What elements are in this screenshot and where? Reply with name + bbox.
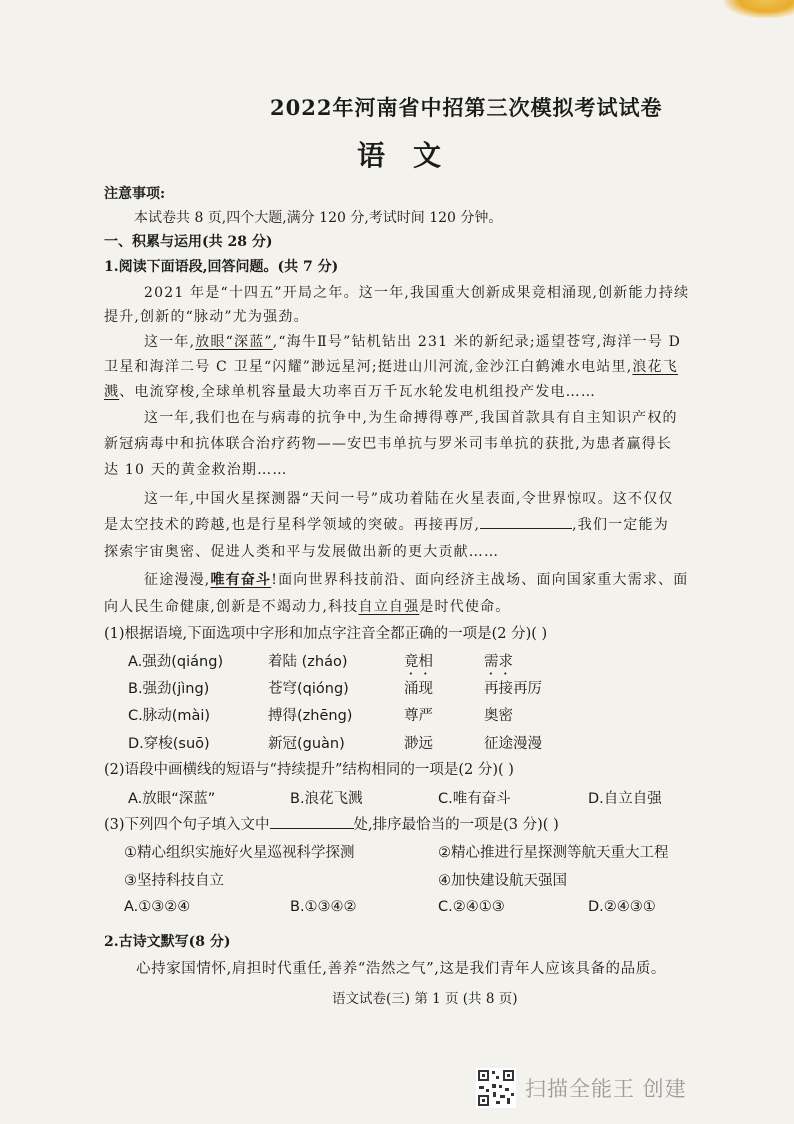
option-c: C.②④①③: [438, 899, 505, 915]
option-d: D.穿梭(suō): [128, 736, 210, 752]
underlined-phrase: 唯有奋斗: [210, 572, 272, 588]
option-a-word: 需求: [484, 654, 513, 670]
underlined-phrase: 放眼“深蓝”: [195, 334, 273, 350]
qr-code-icon: [476, 1068, 516, 1108]
underlined-phrase: 溅: [104, 384, 120, 400]
passage-line: 这一年,我们也在与病毒的抗争中,为生命搏得尊严,我国首款具有自主知识产权的: [144, 410, 678, 426]
passage-line: 这一年,中国火星探测器“天问一号”成功着陆在火星表面,令世界惊叹。这不仅仅: [144, 491, 674, 507]
sentence-item-3: ③坚持科技自立: [124, 873, 224, 889]
passage-line: 达 10 天的黄金救治期……: [104, 462, 288, 478]
fill-blank: [480, 528, 572, 529]
scanner-watermark: 扫描全能王 创建: [525, 1077, 687, 1101]
option-c: C.脉动(mài): [128, 708, 211, 724]
option-d: D.②④③①: [588, 899, 656, 915]
option-c: C.唯有奋斗: [438, 791, 511, 807]
section1-heading: 一、积累与运用(共 28 分): [104, 234, 273, 250]
option-a-word: 着陆 (zháo): [268, 654, 348, 670]
q2-heading: 2.古诗文默写(8 分): [104, 934, 231, 950]
passage-line: 向人民生命健康,创新是不竭动力,科技自立自强是时代使命。: [104, 599, 511, 615]
option-d-word: 渺远: [404, 736, 433, 752]
option-b-word: 苍穹(qióng): [268, 681, 349, 697]
option-b-word: 涌现: [404, 681, 433, 697]
option-b: B.浪花飞溅: [290, 791, 363, 807]
option-d-word: 新冠(guàn): [268, 736, 345, 752]
notice-text: 本试卷共 8 页,四个大题,满分 120 分,考试时间 120 分钟。: [134, 210, 503, 226]
passage-line: 2021 年是“十四五”开局之年。这一年,我国重大创新成果竞相涌现,创新能力持续: [144, 285, 690, 301]
underlined-phrase: 自立自强: [358, 599, 420, 615]
passage-line: 卫星和海洋二号 C 卫星“闪耀”渺远星河;挺进山川河流,金沙江白鹤滩水电站里,浪花飞: [104, 359, 678, 375]
sentence-item-1: ①精心组织实施好火星巡视科学探测: [124, 845, 355, 861]
underlined-phrase: 浪花飞: [632, 359, 678, 375]
sentence-item-2: ②精心推进行星探测等航天重大工程: [438, 845, 669, 861]
passage-line: 征途漫漫,唯有奋斗!面向世界科技前沿、面向经济主战场、面向国家重大需求、面: [144, 572, 689, 588]
option-d-word: 征途漫漫: [484, 736, 542, 752]
option-a: A.①③②④: [124, 899, 191, 915]
sub-question-3: (3)下列四个句子填入文中 处,排序最恰当的一项是(3 分)( ): [104, 817, 559, 833]
fill-blank: [270, 828, 354, 829]
passage-line: 溅、电流穿梭,全球单机容量最大功率百万千瓦水轮发电机组投产发电……: [104, 384, 597, 400]
option-c-word: 尊严: [404, 708, 433, 724]
sub-question-2: (2)语段中画横线的短语与“持续提升”结构相同的一项是(2 分)( ): [104, 762, 514, 778]
subject-title: 语文: [357, 139, 470, 172]
passage-line: 是太空技术的跨越,也是行星科学领域的突破。再接再厉, ,我们一定能为: [104, 517, 669, 533]
page-footer: 语文试卷(三) 第 1 页 (共 8 页): [332, 991, 518, 1007]
passage-line: 提升,创新的“脉动”尤为强劲。: [104, 309, 309, 325]
option-c-word: 搏得(zhēng): [268, 708, 353, 724]
q2-intro: 心持家国情怀,肩担时代重任,善养“浩然之气”,这是我们青年人应该具备的品质。: [136, 961, 666, 977]
q1-heading: 1.阅读下面语段,回答问题。(共 7 分): [104, 259, 339, 275]
passage-line: 新冠病毒中和抗体联合治疗药物——安巴韦单抗与罗米司韦单抗的获批,为患者赢得长: [104, 436, 673, 452]
option-b-word: 再接再厉: [484, 681, 542, 697]
passage-line: 探索宇宙奥密、促进人类和平与发展做出新的更大贡献……: [104, 544, 500, 560]
corner-stain: [724, 0, 794, 18]
exam-title: 2022年河南省中招第三次模拟考试试卷: [270, 95, 663, 120]
option-a-word: 竟相: [404, 654, 433, 670]
notice-heading: 注意事项:: [104, 186, 166, 202]
option-d: D.自立自强: [588, 791, 662, 807]
passage-line: 这一年,放眼“深蓝”,“海牛Ⅱ号”钻机钻出 231 米的新纪录;遥望苍穹,海洋一号 D: [144, 334, 682, 350]
sentence-item-4: ④加快建设航天强国: [438, 873, 567, 889]
sub-question-1: (1)根据语境,下面选项中字形和加点字注音全都正确的一项是(2 分)( ): [104, 626, 548, 642]
option-a: A.强劲(qiáng): [128, 654, 224, 670]
option-a: A.放眼“深蓝”: [128, 791, 216, 807]
option-b: B.①③④②: [290, 899, 357, 915]
option-b: B.强劲(jìng): [128, 681, 210, 697]
option-c-word: 奥密: [484, 708, 513, 724]
